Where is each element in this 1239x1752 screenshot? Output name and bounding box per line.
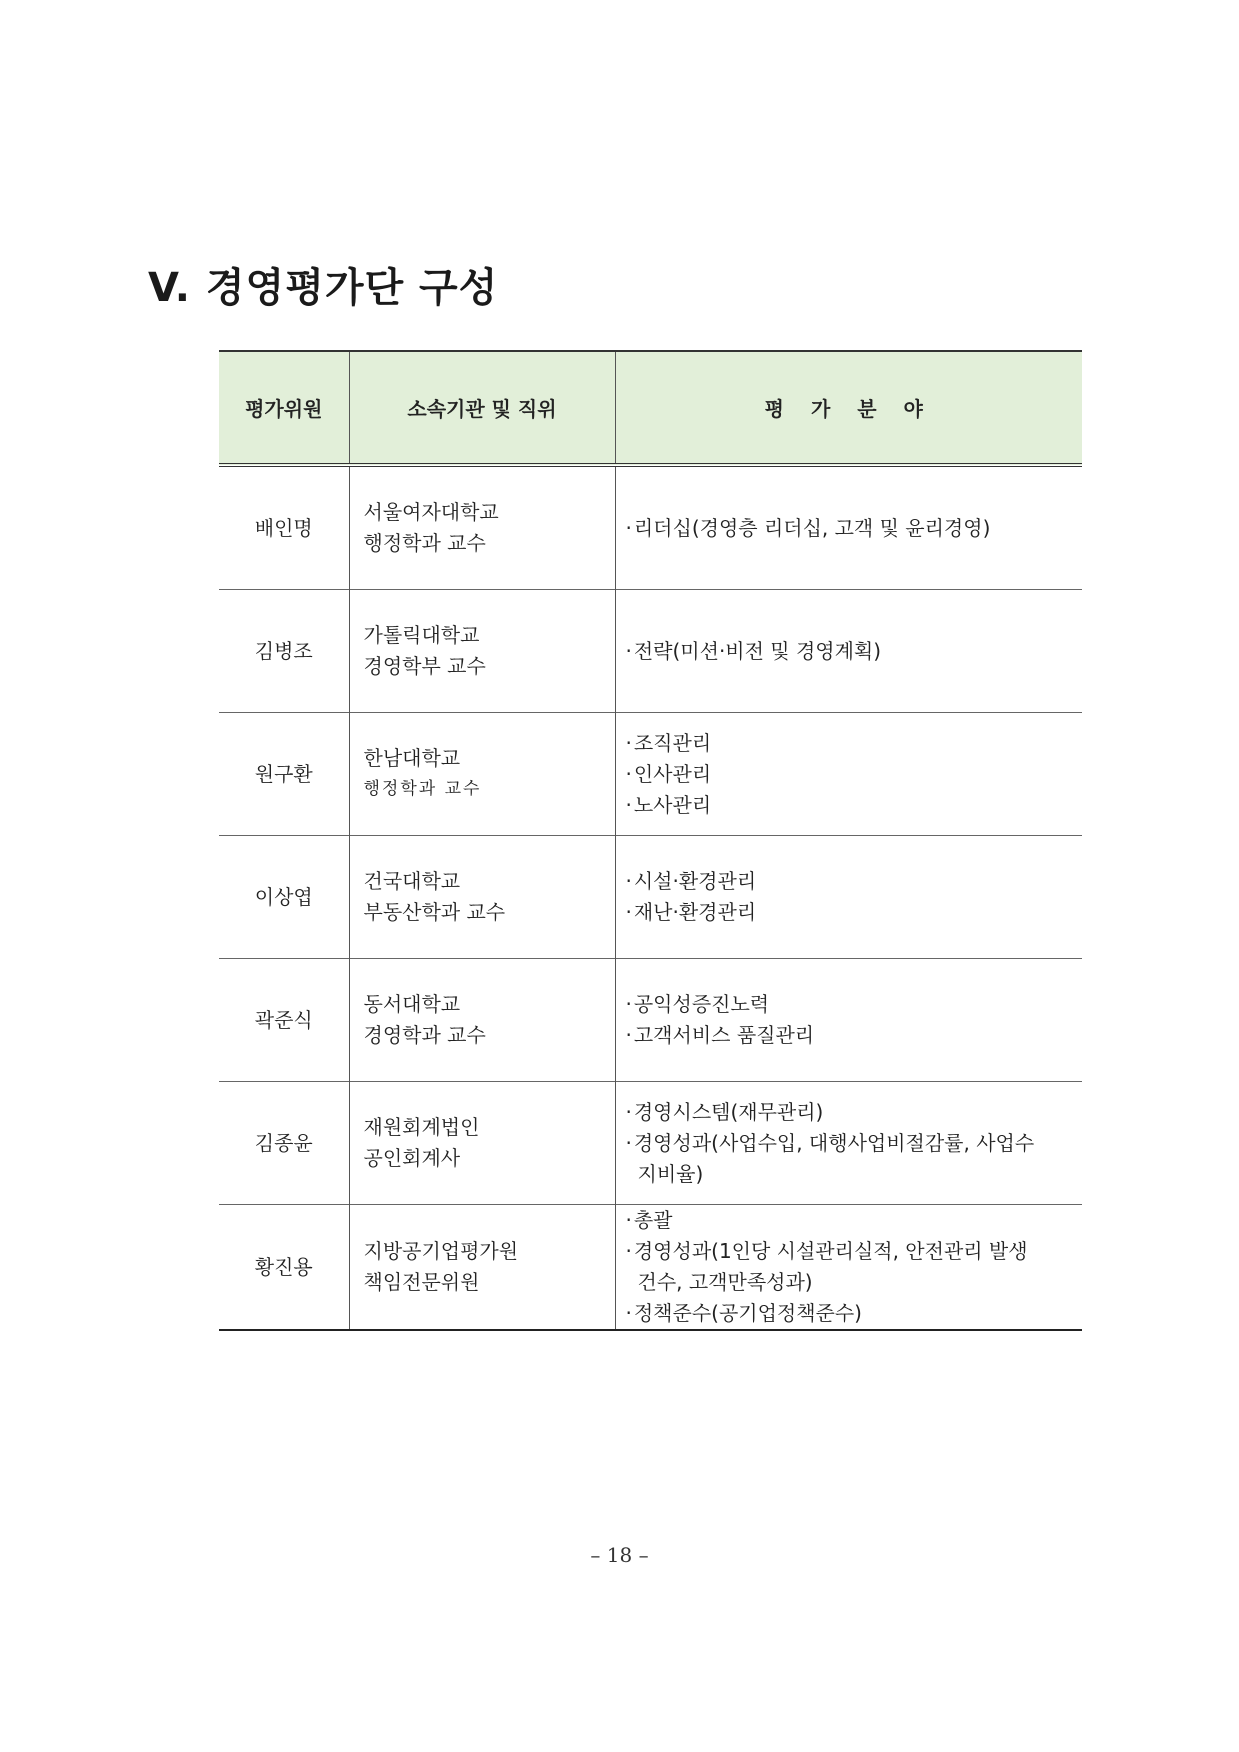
table-row (219, 959, 1082, 1082)
evaluation-fields-cell (615, 836, 1082, 959)
affiliation-position: 공인회계사 (363, 1146, 461, 1170)
field-item: · 고객서비스 품질관리 (626, 1020, 1079, 1051)
affiliation-cell (349, 836, 615, 959)
table-row (219, 836, 1082, 959)
affiliation-org: 재원회계법인 (363, 1115, 480, 1139)
field-item: · 시설·환경관리 (626, 866, 1079, 897)
header-evaluation-field: 평 가 분 야 (615, 351, 1082, 465)
field-item: · 경영성과(사업수입, 대행사업비절감률, 사업수 (626, 1128, 1079, 1159)
evaluator-name: 원구환 (219, 713, 349, 836)
affiliation-cell (349, 1082, 615, 1205)
field-item: · 경영성과(1인당 시설관리실적, 안전관리 발생 (626, 1236, 1079, 1267)
affiliation-position: 책임전문위원 (363, 1270, 480, 1294)
affiliation-position: 경영학과 교수 (363, 1023, 486, 1047)
evaluation-fields-cell (615, 590, 1082, 713)
affiliation-position: 행정학과 교수 (363, 531, 486, 555)
evaluation-fields-cell (615, 465, 1082, 590)
evaluator-name: 황진용 (219, 1205, 349, 1331)
evaluator-name: 김병조 (219, 590, 349, 713)
page-number: – 18 – (590, 1543, 649, 1567)
affiliation-cell (349, 1205, 615, 1331)
table-row (219, 1205, 1082, 1331)
evaluator-name: 배인명 (254, 515, 313, 540)
evaluation-fields-cell (615, 713, 1082, 836)
affiliation-cell (349, 713, 615, 836)
table-row (219, 713, 1082, 836)
affiliation-cell (349, 590, 615, 713)
affiliation-position: 부동산학과 교수 (363, 900, 506, 924)
field-item: · 정책준수(공기업정책준수) (626, 1298, 1079, 1329)
affiliation-org: 동서대학교 (363, 992, 461, 1016)
field-item: · 재난·환경관리 (626, 897, 1079, 928)
header-affiliation: 소속기관 및 직위 (349, 351, 615, 465)
affiliation-org: 한남대학교 (363, 746, 461, 770)
table-row (219, 1082, 1082, 1205)
affiliation-org: 가톨릭대학교 (363, 623, 480, 647)
header-evaluator: 평가위원 (219, 351, 349, 465)
evaluator-name: 김종윤 (219, 1082, 349, 1205)
evaluation-fields-cell (615, 959, 1082, 1082)
evaluation-committee-table (219, 350, 1082, 1331)
affiliation-cell (349, 465, 615, 590)
affiliation-org: 건국대학교 (363, 869, 461, 893)
field-item: · 인사관리 (626, 759, 1079, 790)
evaluation-fields-cell (615, 1205, 1082, 1331)
table-header-row (219, 351, 1082, 465)
affiliation-position: 경영학부 교수 (363, 654, 486, 678)
table-row (219, 465, 1082, 590)
field-item-continued: 지비율) (637, 1161, 704, 1186)
field-item: · 전략(미션·비전 및 경영계획) (626, 636, 1079, 667)
table-row (219, 590, 1082, 713)
affiliation-position: 행정학과 교수 (363, 779, 482, 799)
affiliation-org: 지방공기업평가원 (363, 1239, 519, 1263)
affiliation-cell (349, 959, 615, 1082)
field-item: · 노사관리 (626, 790, 1079, 821)
field-item-continued: 건수, 고객만족성과) (637, 1270, 813, 1294)
affiliation-org: 서울여자대학교 (363, 500, 499, 524)
evaluator-name: 곽준식 (219, 959, 349, 1082)
field-item: · 경영시스템(재무관리) (626, 1097, 1079, 1128)
field-item: · 리더십(경영층 리더십, 고객 및 윤리경영) (626, 513, 1079, 544)
evaluation-fields-cell (615, 1082, 1082, 1205)
page-title: V. 경영평가단 구성 (148, 265, 499, 311)
field-item: · 조직관리 (626, 728, 1079, 759)
evaluator-name: 이상엽 (219, 836, 349, 959)
field-item: · 공익성증진노력 (626, 989, 1079, 1020)
field-item: · 총괄 (626, 1205, 1079, 1236)
